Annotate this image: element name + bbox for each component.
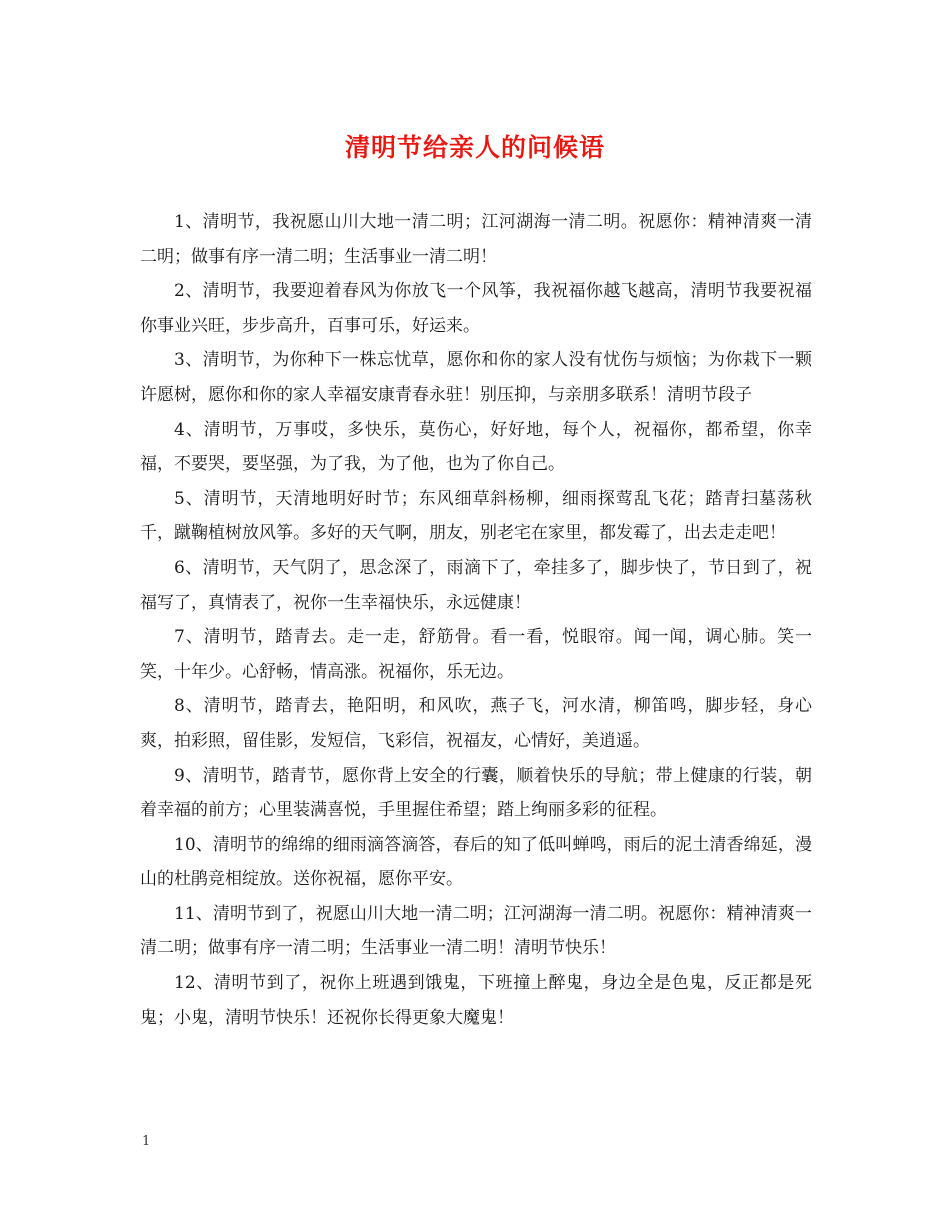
document-title: 清明节给亲人的问候语 xyxy=(344,133,605,162)
document-body xyxy=(140,205,812,1035)
paragraph-11: 11、清明节到了，祝愿山川大地一清二明；江河湖海一清二明。祝愿你：精神清爽一清二明；做事有序一清二明；生活事业一清二明！清明节快乐！ xyxy=(140,903,812,959)
paragraph-5: 5、清明节，天清地明好时节；东风细草斜杨柳，细雨探莺乱飞花；踏青扫墓荡秋千，蹴鞠植树放风筝。多好的天气啊，朋友，别老宅在家里，都发霉了，出去走走吧！ xyxy=(140,488,812,544)
paragraph-7: 7、清明节，踏青去。走一走，舒筋骨。看一看，悦眼帘。闻一闻，调心肺。笑一笑，十年少。心舒畅，情高涨。祝福你，乐无边。 xyxy=(140,627,812,682)
paragraph-12: 12、清明节到了，祝你上班遇到饿鬼，下班撞上醉鬼，身边全是色鬼，反正都是死鬼；小鬼，清明节快乐！还祝你长得更象大魔鬼！ xyxy=(140,973,812,1028)
paragraph-3: 3、清明节，为你种下一株忘忧草，愿你和你的家人没有忧伤与烦恼；为你栽下一颗许愿树，愿你和你的家人幸福安康青春永驻！别压抑，与亲朋多联系！清明节段子 xyxy=(140,350,812,405)
paragraph-8: 8、清明节，踏青去，艳阳明，和风吹，燕子飞，河水清，柳笛鸣，脚步轻，身心爽，拍彩照，留佳影，发短信，飞彩信，祝福友，心情好，美逍遥。 xyxy=(140,696,812,751)
paragraph-2: 2、清明节，我要迎着春风为你放飞一个风筝，我祝福你越飞越高，清明节我要祝福你事业兴旺，步步高升，百事可乐，好运来。 xyxy=(140,281,812,336)
paragraph-1: 1、清明节，我祝愿山川大地一清二明；江河湖海一清二明。祝愿你：精神清爽一清二明；做事有序一清二明；生活事业一清二明！ xyxy=(140,212,812,267)
paragraph-6: 6、清明节，天气阴了，思念深了，雨滴下了，牵挂多了，脚步快了，节日到了，祝福写了，真情表了，祝你一生幸福快乐，永远健康！ xyxy=(140,557,812,613)
paragraph-10: 10、清明节的绵绵的细雨滴答滴答，春后的知了低叫蝉鸣，雨后的泥土清香绵延，漫山的杜鹃竞相绽放。送你祝福，愿你平安。 xyxy=(140,834,812,890)
page-number: 1 xyxy=(142,1134,151,1149)
paragraph-4: 4、清明节，万事哎，多快乐，莫伤心，好好地，每个人，祝福你，都希望，你幸福，不要哭，要坚强，为了我，为了他，也为了你自己。 xyxy=(140,419,812,475)
paragraph-9: 9、清明节，踏青节，愿你背上安全的行囊，顺着快乐的导航；带上健康的行装，朝着幸福的前方；心里装满喜悦，手里握住希望；踏上绚丽多彩的征程。 xyxy=(140,765,812,821)
